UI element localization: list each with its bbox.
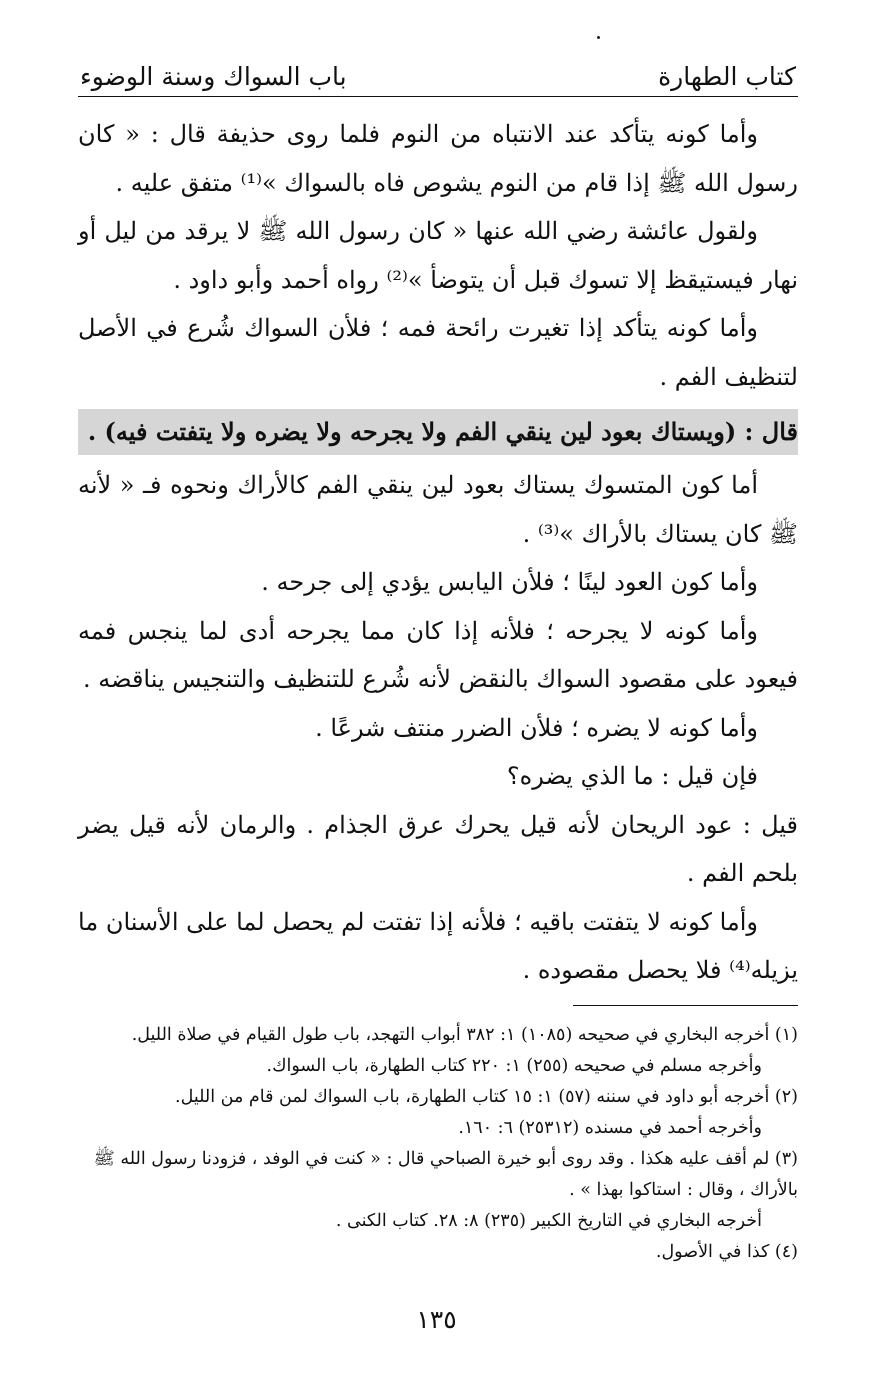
header-book-title: كتاب الطهارة	[658, 62, 796, 91]
footnotes	[78, 1020, 798, 1268]
footnote: (٣) لم أقف عليه هكذا . وقد روى أبو خيرة الصباحي قال : « كنت في الوفد ، فزودنا رسول الله ﷺ بالأراك ، وقال : استاكوا بهذا » .	[93, 1149, 798, 1200]
main-text	[78, 110, 798, 995]
footnote-separator	[573, 1005, 798, 1006]
header-chapter-title: باب السواك وسنة الوضوء	[80, 62, 347, 91]
paragraph: وأما كون العود لينًا ؛ فلأن اليابس يؤدي إلى جرحه .	[261, 568, 758, 596]
paragraph: وأما كونه لا يضره ؛ فلأن الضرر منتف شرعًا .	[315, 713, 758, 742]
paragraph: وأما كونه لا يتفتت باقيه ؛ فلأنه إذا تفتت لم يحصل لما على الأسنان ما يزيله⁽⁴⁾ فلا يحصل مقصوده .	[78, 907, 798, 984]
paragraph: وأما كونه لا يجرحه ؛ فلأنه إذا كان مما يجرحه أدى لما ينجس فمه فيعود على مقصود السواك بالنقض لأنه شُرع للتنظيف والتنجيس يناقضه .	[78, 616, 798, 693]
footnote-continuation: وأخرجه أحمد في مسنده (٢٥٣١٢) ٦: ١٦٠.	[458, 1118, 762, 1138]
paragraph: أما كون المتسوك يستاك بعود لين ينقي الفم كالأراك ونحوه فـ « لأنه ﷺ كان يستاك بالأراك »⁽³⁾ .	[78, 471, 798, 548]
paragraph: وأما كونه يتأكد عند الانتباه من النوم فلما روى حذيفة قال : « كان رسول الله ﷺ إذا قام من النوم يشوص فاه بالسواك »⁽¹⁾ متفق عليه .	[78, 120, 798, 197]
paragraph: ولقول عائشة رضي الله عنها « كان رسول الله ﷺ لا يرقد من ليل أو نهار فيستيقظ إلا تسوك قبل أن يتوضأ »⁽²⁾ رواه أحمد وأبو داود .	[78, 217, 798, 294]
footnote: (٤) كذا في الأصول.	[655, 1242, 798, 1262]
matn-highlight: قال : (ويستاك بعود لين ينقي الفم ولا يجرحه ولا يضره ولا يتفتت فيه) .	[78, 409, 798, 455]
running-header	[78, 54, 798, 97]
paragraph: قيل : عود الريحان لأنه قيل يحرك عرق الجذام . والرمان لأنه قيل يضر بلحم الفم .	[78, 810, 798, 887]
paragraph: وأما كونه يتأكد إذا تغيرت رائحة فمه ؛ فلأن السواك شُرع في الأصل لتنظيف الفم .	[78, 314, 798, 391]
footnote-continuation: أخرجه البخاري في التاريخ الكبير (٢٣٥) ٨: ٢٨. كتاب الكنى .	[335, 1211, 762, 1231]
footnote: (٢) أخرجه أبو داود في سننه (٥٧) ١: ١٥ كتاب الطهارة، باب السواك لمن قام من الليل.	[175, 1087, 798, 1107]
footnote-continuation: وأخرجه مسلم في صحيحه (٢٥٥) ١: ٢٢٠ كتاب الطهارة، باب السواك.	[266, 1056, 762, 1076]
paragraph: فإن قيل : ما الذي يضره؟	[506, 762, 758, 790]
page-number: ١٣٥	[416, 1305, 457, 1334]
footnote: (١) أخرجه البخاري في صحيحه (١٠٨٥) ١: ٣٨٢ أبواب التهجد، باب طول القيام في صلاة الليل.	[131, 1025, 798, 1045]
ink-dot	[597, 36, 600, 39]
